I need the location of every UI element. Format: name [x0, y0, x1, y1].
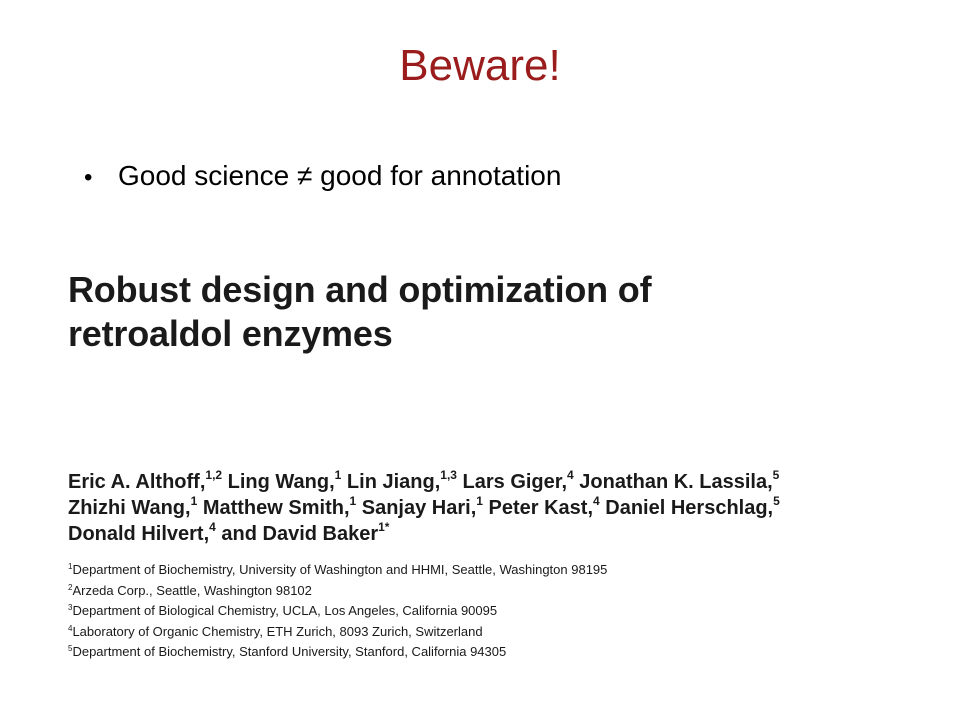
author-affiliation-ref: 1 [349, 494, 357, 508]
affiliation-text: Arzeda Corp., Seattle, Washington 98102 [72, 582, 312, 598]
author-name: Daniel Herschlag, [605, 497, 774, 519]
paper-title-line: retroaldol enzymes [68, 313, 393, 354]
bullet-item [84, 158, 561, 196]
affiliation [68, 581, 888, 602]
author-affiliation-ref: 1 [190, 494, 198, 508]
affiliation [68, 601, 888, 622]
author-affiliation-ref: 1,2 [205, 468, 223, 482]
author-name: Lin Jiang, [346, 471, 441, 493]
author-affiliation-ref: 4 [209, 520, 216, 534]
author [68, 520, 216, 545]
author-name: Jonathan K. Lassila, [579, 471, 773, 493]
author-name: Peter Kast, [488, 497, 594, 519]
slide-title: Beware! [399, 41, 561, 90]
author [579, 468, 780, 493]
author [605, 494, 780, 519]
paper-title [68, 268, 768, 356]
author [227, 468, 342, 493]
author [221, 520, 390, 545]
paper-excerpt [68, 268, 888, 663]
affiliation-number: 5 [68, 644, 73, 653]
author-name: Zhizhi Wang, [68, 497, 191, 519]
affiliation-number: 4 [68, 623, 73, 633]
author [361, 494, 483, 519]
author [346, 468, 457, 493]
author [202, 494, 357, 519]
affiliation-text: Laboratory of Organic Chemistry, ETH Zurich, 8093 Zurich, Switzerland [72, 623, 483, 639]
author-name: and David Baker [221, 523, 379, 545]
affiliation [68, 622, 888, 643]
author-affiliation-ref: 4 [567, 468, 574, 482]
affiliation-text: Department of Biochemistry, Stanford University, Stanford, California 94305 [72, 644, 507, 659]
author-affiliation-ref: 1 [476, 494, 483, 508]
affiliation-number: 1 [68, 562, 73, 571]
affiliation-list [68, 560, 888, 663]
bullet-marker: • [84, 164, 93, 191]
author [68, 468, 223, 493]
author-name: Lars Giger, [462, 471, 568, 493]
affiliation-text: Department of Biological Chemistry, UCLA, Los Angeles, California 90095 [72, 603, 498, 618]
bullet-list [84, 158, 561, 196]
author [68, 494, 198, 519]
affiliation-number: 2 [68, 582, 73, 592]
author [462, 468, 574, 493]
author-affiliation-ref: 1 [334, 468, 342, 482]
author-name: Donald Hilvert, [68, 523, 210, 545]
author-name: Eric A. Althoff, [68, 471, 206, 493]
author-affiliation-ref: 5 [773, 494, 780, 508]
affiliation [68, 560, 888, 581]
bullet-text: Good science ≠ good for annotation [118, 160, 562, 191]
affiliation-text: Department of Biochemistry, University of Washington and HHMI, Seattle, Washington 98195 [72, 562, 608, 577]
author-list [68, 469, 868, 547]
author-affiliation-ref: 5 [772, 468, 780, 482]
author [488, 494, 600, 519]
author-affiliation-ref: 1,3 [440, 468, 457, 482]
affiliation [68, 642, 888, 663]
affiliation-number: 3 [68, 603, 73, 612]
author-name: Ling Wang, [227, 471, 335, 493]
author-name: Matthew Smith, [202, 497, 350, 519]
author-affiliation-ref: 4 [593, 494, 600, 508]
author-affiliation-ref: 1* [378, 520, 390, 534]
author-name: Sanjay Hari, [361, 497, 477, 519]
paper-title-line: Robust design and optimization of [68, 269, 652, 310]
